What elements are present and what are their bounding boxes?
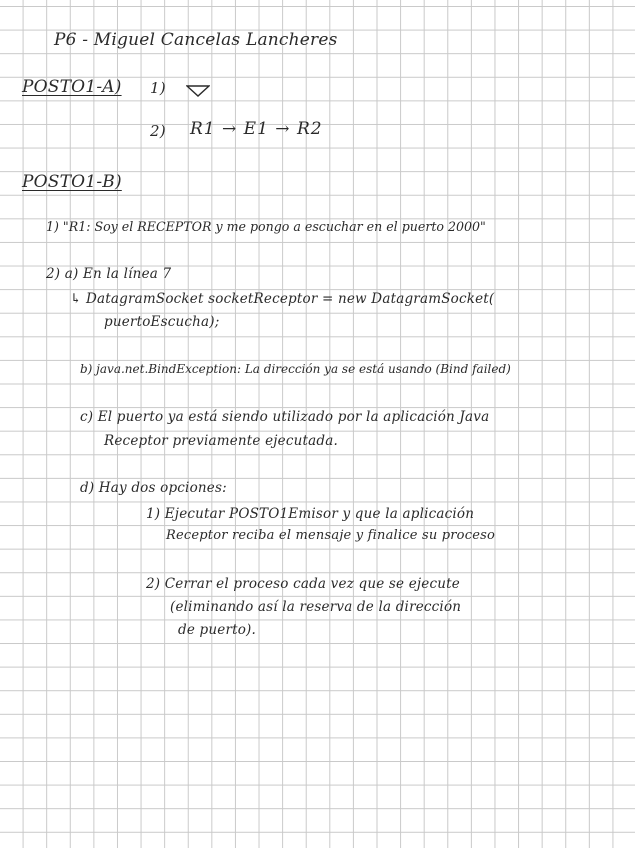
section-b-answer-2b: b) java.net.BindException: La dirección ya se está usando (Bind failed)	[80, 362, 511, 376]
triangle-symbol-icon	[186, 85, 210, 97]
section-b-answer-2d-option2-line3: de puerto).	[178, 622, 257, 638]
section-b-answer-2d-line1: d) Hay dos opciones:	[80, 480, 227, 496]
section-b-title: POSTO1-B)	[22, 172, 122, 192]
section-b-answer-2a-line2: ↳ DatagramSocket socketReceptor = new DatagramSocket(	[70, 291, 495, 307]
section-b-answer-2d-option2-line2: (eliminando así la reserva de la dirección	[170, 599, 462, 615]
page-header: P6 - Miguel Cancelas Lancheres	[54, 30, 338, 50]
section-a-title: POSTO1-A)	[22, 77, 122, 97]
section-b-answer-1: 1) "R1: Soy el RECEPTOR y me pongo a escuchar en el puerto 2000"	[46, 219, 486, 234]
section-b-answer-2c-line1: c) El puerto ya está siendo utilizado por la aplicación Java	[80, 409, 490, 425]
section-b-answer-2d-option1-line2: Receptor reciba el mensaje y finalice su proceso	[166, 528, 495, 543]
section-a-item1-number: 1)	[150, 79, 166, 97]
section-b-answer-2d-option2-line1: 2) Cerrar el proceso cada vez que se ejecute	[146, 576, 460, 592]
section-b-answer-2c-line2: Receptor previamente ejecutada.	[104, 433, 338, 449]
section-a-item2-number: 2)	[150, 122, 166, 140]
section-b-answer-2a-line1: 2) a) En la línea 7	[46, 266, 172, 282]
section-a-item2-text: R1 → E1 → R2	[190, 119, 323, 139]
section-b-answer-2d-option1-line1: 1) Ejecutar POSTO1Emisor y que la aplicación	[146, 506, 475, 522]
section-b-answer-2a-line3: puertoEscucha);	[104, 314, 220, 330]
